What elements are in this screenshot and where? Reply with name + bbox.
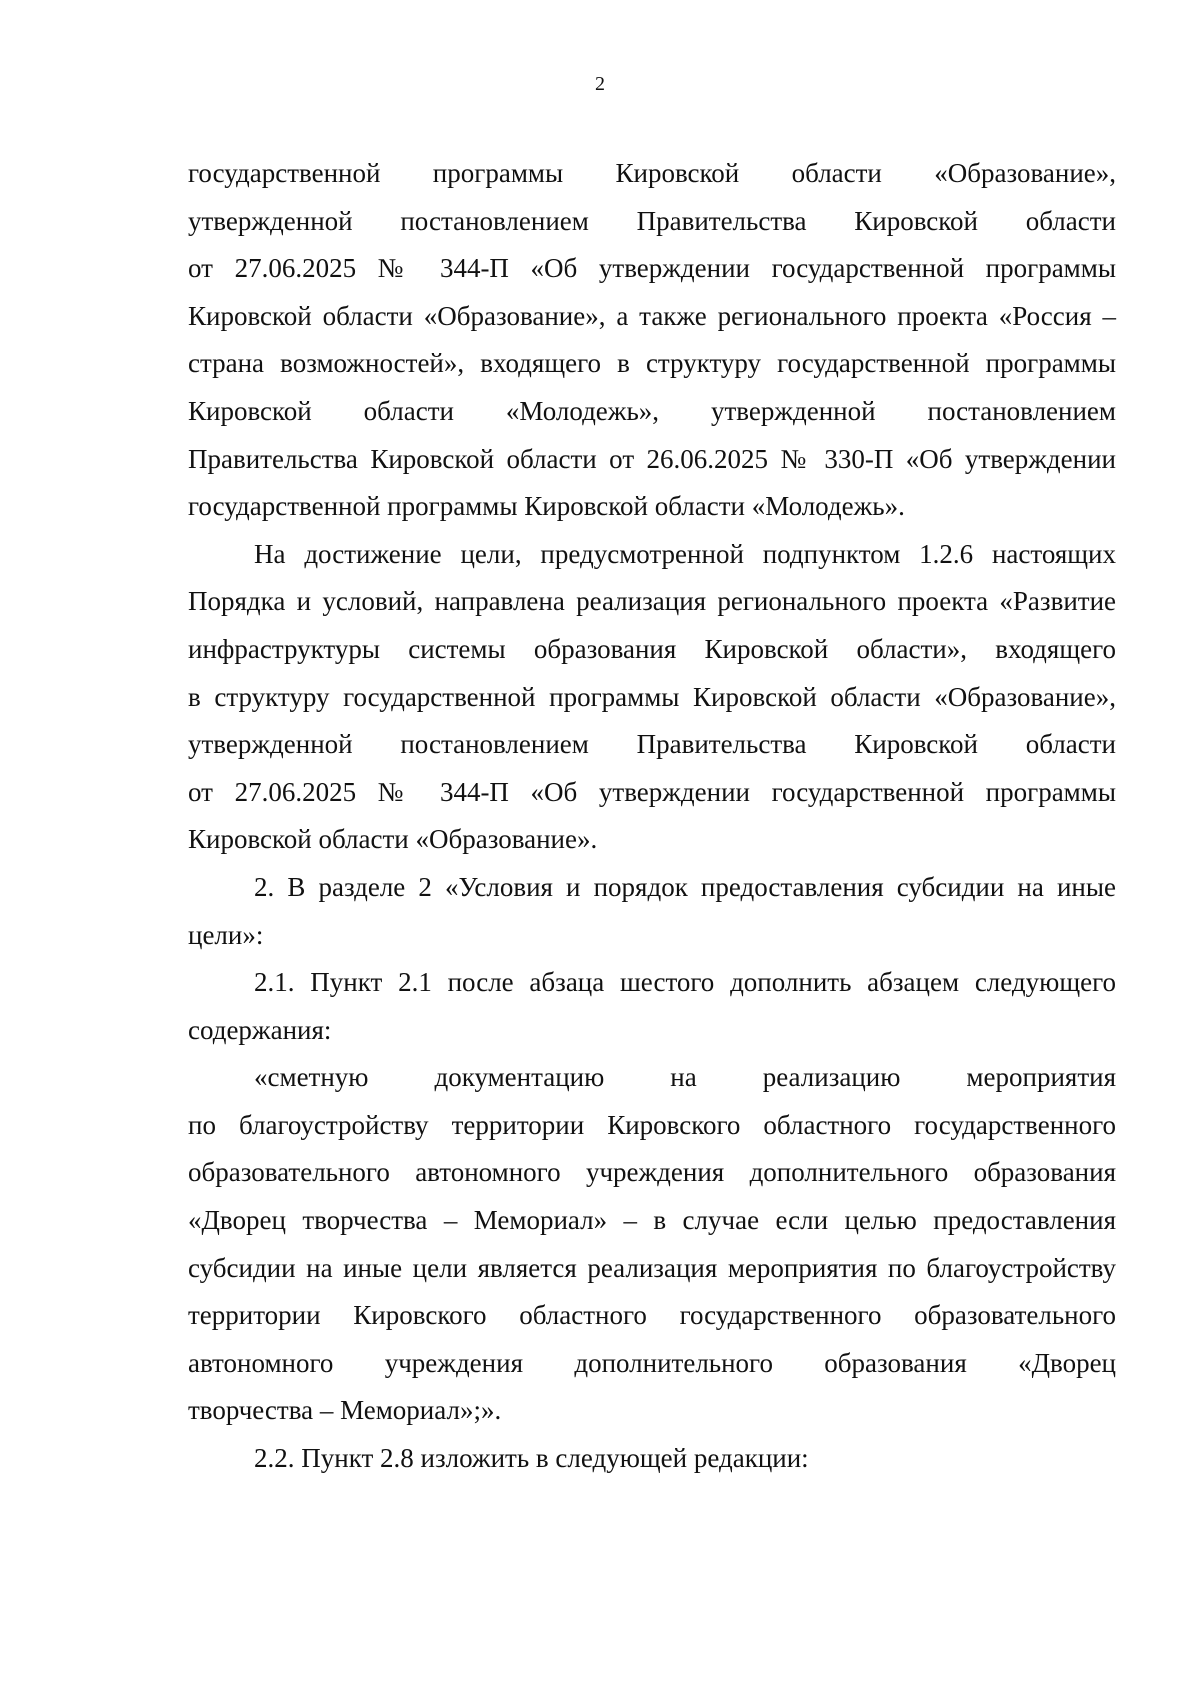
text-line: На достижение цели, предусмотренной подпунктом 1.2.6 настоящих <box>254 538 1116 569</box>
text-line: 2.1. Пункт 2.1 после абзаца шестого дополнить абзацем следующего <box>254 967 1116 998</box>
text-line: Кировской области «Молодежь», утвержденной постановлением <box>188 395 1116 426</box>
text-line: в структуру государственной программы Кировской области «Образование», <box>188 681 1116 712</box>
text-line: содержания: <box>188 1014 332 1045</box>
text-line: Кировской области «Образование». <box>188 824 598 855</box>
page-number: 2 <box>595 73 605 95</box>
text-line: утвержденной постановлением Правительства Кировской области <box>188 205 1116 236</box>
text-line: от 27.06.2025 № 344-П «Об утверждении государственной программы <box>188 253 1116 284</box>
text-line: цели»: <box>188 919 264 950</box>
paragraph-2 <box>188 531 1116 864</box>
text-line: субсидии на иные цели является реализация мероприятия по благоустройству <box>188 1252 1116 1283</box>
document-body <box>188 150 1116 1483</box>
text-line: «Дворец творчества – Мемориал» – в случае если целью предоставления <box>188 1205 1116 1236</box>
paragraph-6 <box>188 1435 1116 1483</box>
text-line: от 27.06.2025 № 344-П «Об утверждении государственной программы <box>188 776 1116 807</box>
paragraph-1 <box>188 150 1116 531</box>
text-line: по благоустройству территории Кировского областного государственного <box>188 1109 1116 1140</box>
text-line: страна возможностей», входящего в структуру государственной программы <box>188 348 1116 379</box>
text-line: инфраструктуры системы образования Кировской области», входящего <box>188 633 1116 664</box>
text-line: Порядка и условий, направлена реализация регионального проекта «Развитие <box>188 586 1116 617</box>
paragraph-5 <box>188 1054 1116 1435</box>
text-line: территории Кировского областного государственного образовательного <box>188 1300 1116 1331</box>
text-line: 2.2. Пункт 2.8 изложить в следующей редакции: <box>254 1443 809 1474</box>
text-line: образовательного автономного учреждения дополнительного образования <box>188 1157 1116 1188</box>
text-line: Правительства Кировской области от 26.06.2025 № 330-П «Об утверждении <box>188 443 1116 474</box>
text-line: государственной программы Кировской области «Образование», <box>188 158 1116 188</box>
text-line: автономного учреждения дополнительного образования «Дворец <box>188 1347 1116 1378</box>
text-line: 2. В разделе 2 «Условия и порядок предоставления субсидии на иные <box>254 871 1116 902</box>
text-line: Кировской области «Образование», а также регионального проекта «Россия – <box>188 300 1116 331</box>
paragraph-3 <box>188 864 1116 959</box>
text-line: государственной программы Кировской области «Молодежь». <box>188 491 905 522</box>
text-line: творчества – Мемориал»;». <box>188 1395 502 1426</box>
text-line: «сметную документацию на реализацию мероприятия <box>254 1062 1116 1093</box>
text-line: утвержденной постановлением Правительства Кировской области <box>188 729 1116 760</box>
paragraph-4 <box>188 959 1116 1054</box>
